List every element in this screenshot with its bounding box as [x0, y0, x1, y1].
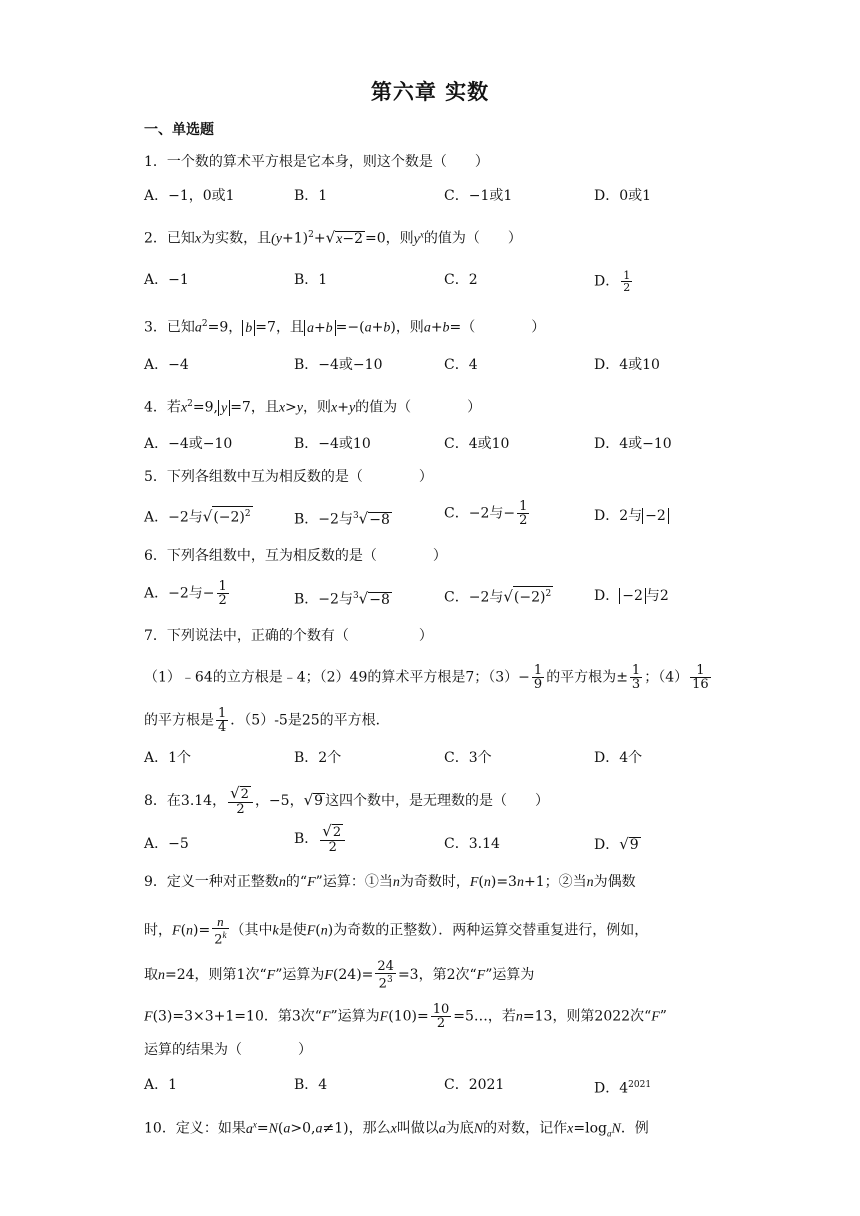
- option-d[interactable]: D．2与 −2: [594, 506, 669, 526]
- option-d[interactable]: D．0或1: [594, 188, 652, 204]
- question-8-options: [144, 822, 724, 864]
- question-9-line2: 时，F(n)= $\frac{n}{2^k}$ （其中k是使F(n)为奇数的正整数）．两种运算交替重复进行，例如，: [144, 914, 649, 948]
- question-6-stem: 6．下列各组数中，互为相反数的是（ ）: [144, 548, 447, 564]
- question-1-stem: 1．一个数的算术平方根是它本身，则这个数是（ ）: [144, 154, 489, 170]
- question-10-line1: 10．定义：如果$a^x=N(a>0,a\ne 1)$，那么x叫做以a为底N的对数，记作$x=\log_aN$．例: [144, 1119, 649, 1139]
- option-c[interactable]: C．−2与$√(-2)^2$: [444, 587, 552, 606]
- option-a[interactable]: A．−4: [144, 357, 189, 373]
- option-c[interactable]: C．2: [444, 272, 478, 288]
- question-9-options: [144, 1075, 724, 1105]
- option-b[interactable]: B．−2与$^3$√−8: [294, 509, 390, 528]
- section-heading: 一、单选题: [144, 122, 214, 138]
- option-c[interactable]: C．−1或1: [444, 188, 513, 204]
- option-a[interactable]: A．1: [144, 1077, 178, 1093]
- option-c[interactable]: C．3个: [444, 750, 492, 766]
- question-9-line3: 取n=24，则第1次“F”运算为F(24)= $\frac{24}{2^3}$ =3，第2次“F”运算为: [144, 959, 535, 992]
- option-a[interactable]: A．−1，0或1: [144, 188, 235, 204]
- option-c[interactable]: C．4或10: [444, 436, 510, 452]
- question-3-stem: 3．已知$a^2=9$， b =7，且 a+b =−(a+b)，则a+b=（ ）: [144, 319, 546, 336]
- option-d[interactable]: D．4或−10: [594, 436, 672, 452]
- question-7-statements-line1: （1）﹣64的立方根是﹣4；（2）49的算术平方根是7；（3）− $\frac{1}{9}$ 的平方根为± $\frac{1}{3}$ ；（4） $\frac{1}{16}$: [144, 663, 709, 692]
- question-2-options: [144, 270, 724, 300]
- option-b[interactable]: B．−4或−10: [294, 357, 383, 373]
- question-6-options: [144, 579, 724, 616]
- question-7-options: [144, 748, 724, 778]
- option-d[interactable]: D．$4^{2021}$: [594, 1080, 652, 1097]
- option-d[interactable]: D．4个: [594, 750, 643, 766]
- option-c[interactable]: C．3.14: [444, 836, 500, 852]
- question-2-stem: 2．已知x为实数，且$(y+1)^2+√x-2 =0$，则$y^x$的值为（ ）: [144, 228, 522, 247]
- option-d[interactable]: D． −2 与2: [594, 588, 669, 604]
- option-a[interactable]: A．−2与$√(-2)^2$: [144, 507, 251, 526]
- option-b[interactable]: B．−4或10: [294, 436, 371, 452]
- question-4-options: [144, 434, 724, 464]
- question-5-options: [144, 499, 724, 536]
- option-a[interactable]: A．−2与− $\frac{1}{2}$: [144, 579, 227, 608]
- question-5-stem: 5．下列各组数中互为相反数的是（ ）: [144, 469, 433, 485]
- question-7-stem: 7．下列说法中，正确的个数有（ ）: [144, 628, 433, 644]
- option-b[interactable]: B．1: [294, 272, 328, 288]
- question-3-options: [144, 355, 724, 385]
- option-c[interactable]: C．2021: [444, 1077, 505, 1093]
- option-c[interactable]: C．4: [444, 357, 478, 373]
- option-d[interactable]: D．√9: [594, 835, 639, 853]
- option-d[interactable]: D． $\frac{1}{2}$: [594, 269, 631, 294]
- option-c[interactable]: C．−2与− $\frac{1}{2}$: [444, 499, 528, 528]
- question-9-line5: 运算的结果为（ ）: [144, 1042, 312, 1058]
- question-9-line4: F(3)=3×3+1=10．第3次“F”运算为F(10)= $\frac{10}{2}$ =5…，若n=13，则第2022次“F”: [144, 1002, 667, 1031]
- option-b[interactable]: B．1: [294, 188, 328, 204]
- question-7-statements-line2: 的平方根是 $\frac{1}{4}$ ．（5）-5是25的平方根．: [144, 706, 390, 735]
- option-b[interactable]: B．2个: [294, 750, 342, 766]
- option-a[interactable]: A．−5: [144, 836, 189, 852]
- question-4-stem: 4．若$x^2=9$, y =7，且x>y，则x+y的值为（ ）: [144, 399, 482, 416]
- question-9-line1: 9．定义一种对正整数n的“F”运算：①当n为奇数时，F(n)=3n+1；②当n为偶数: [144, 874, 636, 890]
- option-a[interactable]: A．−1: [144, 272, 189, 288]
- option-a[interactable]: A．1个: [144, 750, 192, 766]
- option-d[interactable]: D．4或10: [594, 357, 660, 373]
- option-b[interactable]: B．4: [294, 1077, 328, 1093]
- question-8-stem: 8．在3.14， $\frac{√2}{2}$ ，−5，√9 这四个数中，是无理数的是（ ）: [144, 784, 550, 817]
- option-a[interactable]: A．−4或−10: [144, 436, 233, 452]
- question-1-options: [144, 186, 724, 216]
- option-b[interactable]: B．−2与$^3$√−8: [294, 589, 390, 608]
- option-b[interactable]: B． $\frac{√2}{2}$: [294, 824, 347, 854]
- page-title: 第六章 实数: [370, 80, 490, 104]
